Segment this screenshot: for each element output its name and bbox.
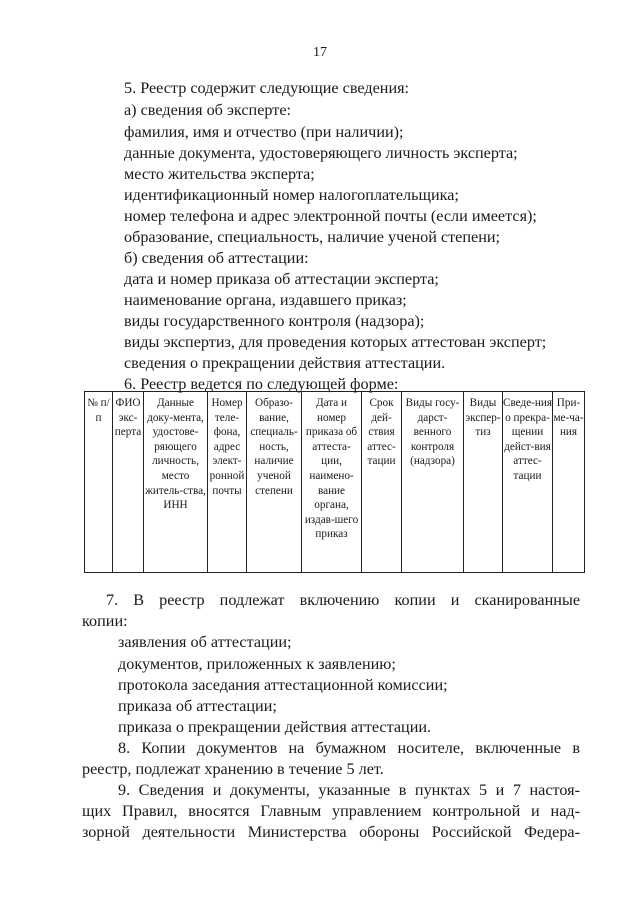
registry-form-table <box>84 391 585 573</box>
table-header-cell: № п/п <box>85 392 113 573</box>
section5-intro: 5. Реестр содержит следующие сведения: <box>124 79 410 97</box>
list-item: документов, приложенных к заявлению; <box>118 655 396 673</box>
table-header-cell: Образо-вание, специаль-ность, наличие ученой степени <box>247 392 302 573</box>
list-item: заявления об аттестации; <box>118 633 292 651</box>
list-item: данные документа, удостоверяющего личность эксперта; <box>124 144 518 162</box>
section9-text: 9. Сведения и документы, указанные в пунктах 5 и 7 настоя- <box>118 781 580 799</box>
list-item: сведения о прекращении действия аттестации. <box>124 354 446 372</box>
section8-text-continued: реестр, подлежат хранению в течение 5 лет. <box>82 760 384 778</box>
table-header-cell: Виды госу-дарст-венного контроля (надзора) <box>402 392 464 573</box>
list-item: место жительства эксперта; <box>124 165 315 183</box>
table-header-cell: При-ме-ча-ния <box>553 392 585 573</box>
section7-intro: 7. В реестр подлежат включению копии и сканированные <box>106 591 580 609</box>
list-item: фамилия, имя и отчество (при наличии); <box>124 123 404 141</box>
list-item: протокола заседания аттестационной комиссии; <box>118 676 448 694</box>
list-item: виды экспертиз, для проведения которых аттестован эксперт; <box>124 333 547 351</box>
section5-a-heading: а) сведения об эксперте: <box>124 101 292 119</box>
list-item: приказа о прекращении действия аттестации. <box>118 718 432 736</box>
table-header-cell: Номер теле-фона, адрес элект-ронной почты <box>208 392 247 573</box>
section5-b-heading: б) сведения об аттестации: <box>124 249 309 267</box>
table-header-cell: Дата и номер приказа об аттеста-ции, наимено-вание органа, издав-шего приказ <box>302 392 362 573</box>
table-header-cell: Срок дей-ствия аттес-тации <box>362 392 402 573</box>
list-item: виды государственного контроля (надзора); <box>124 312 425 330</box>
table-header-cell: Виды экспер-тиз <box>464 392 503 573</box>
table-header-cell: ФИО экс-перта <box>113 392 144 573</box>
list-item: идентификационный номер налогоплательщика; <box>124 186 459 204</box>
table-header-row <box>85 392 585 573</box>
section9-text-continued: щих Правил, вносятся Главным управлением контрольной и над- <box>82 802 580 820</box>
list-item: приказа об аттестации; <box>118 697 277 715</box>
section6-intro: 6. Реестр ведется по следующей форме: <box>124 375 399 393</box>
table-header-cell: Сведе-ния о прекра-щении дейст-вия аттес-тации <box>503 392 553 573</box>
page-number: 17 <box>313 45 327 60</box>
section9-text-continued: зорной деятельности Министерства обороны Российской Федера- <box>82 823 580 841</box>
list-item: образование, специальность, наличие ученой степени; <box>124 228 501 246</box>
list-item: наименование органа, издавшего приказ; <box>124 291 407 309</box>
list-item: дата и номер приказа об аттестации эксперта; <box>124 270 439 288</box>
section8-text: 8. Копии документов на бумажном носителе, включенные в <box>118 739 580 757</box>
list-item: номер телефона и адрес электронной почты (если имеется); <box>124 207 537 225</box>
section7-intro-continued: копии: <box>82 612 128 630</box>
table-header-cell: Данные доку-мента, удостове-ряющего личность, место житель-ства, ИНН <box>144 392 208 573</box>
